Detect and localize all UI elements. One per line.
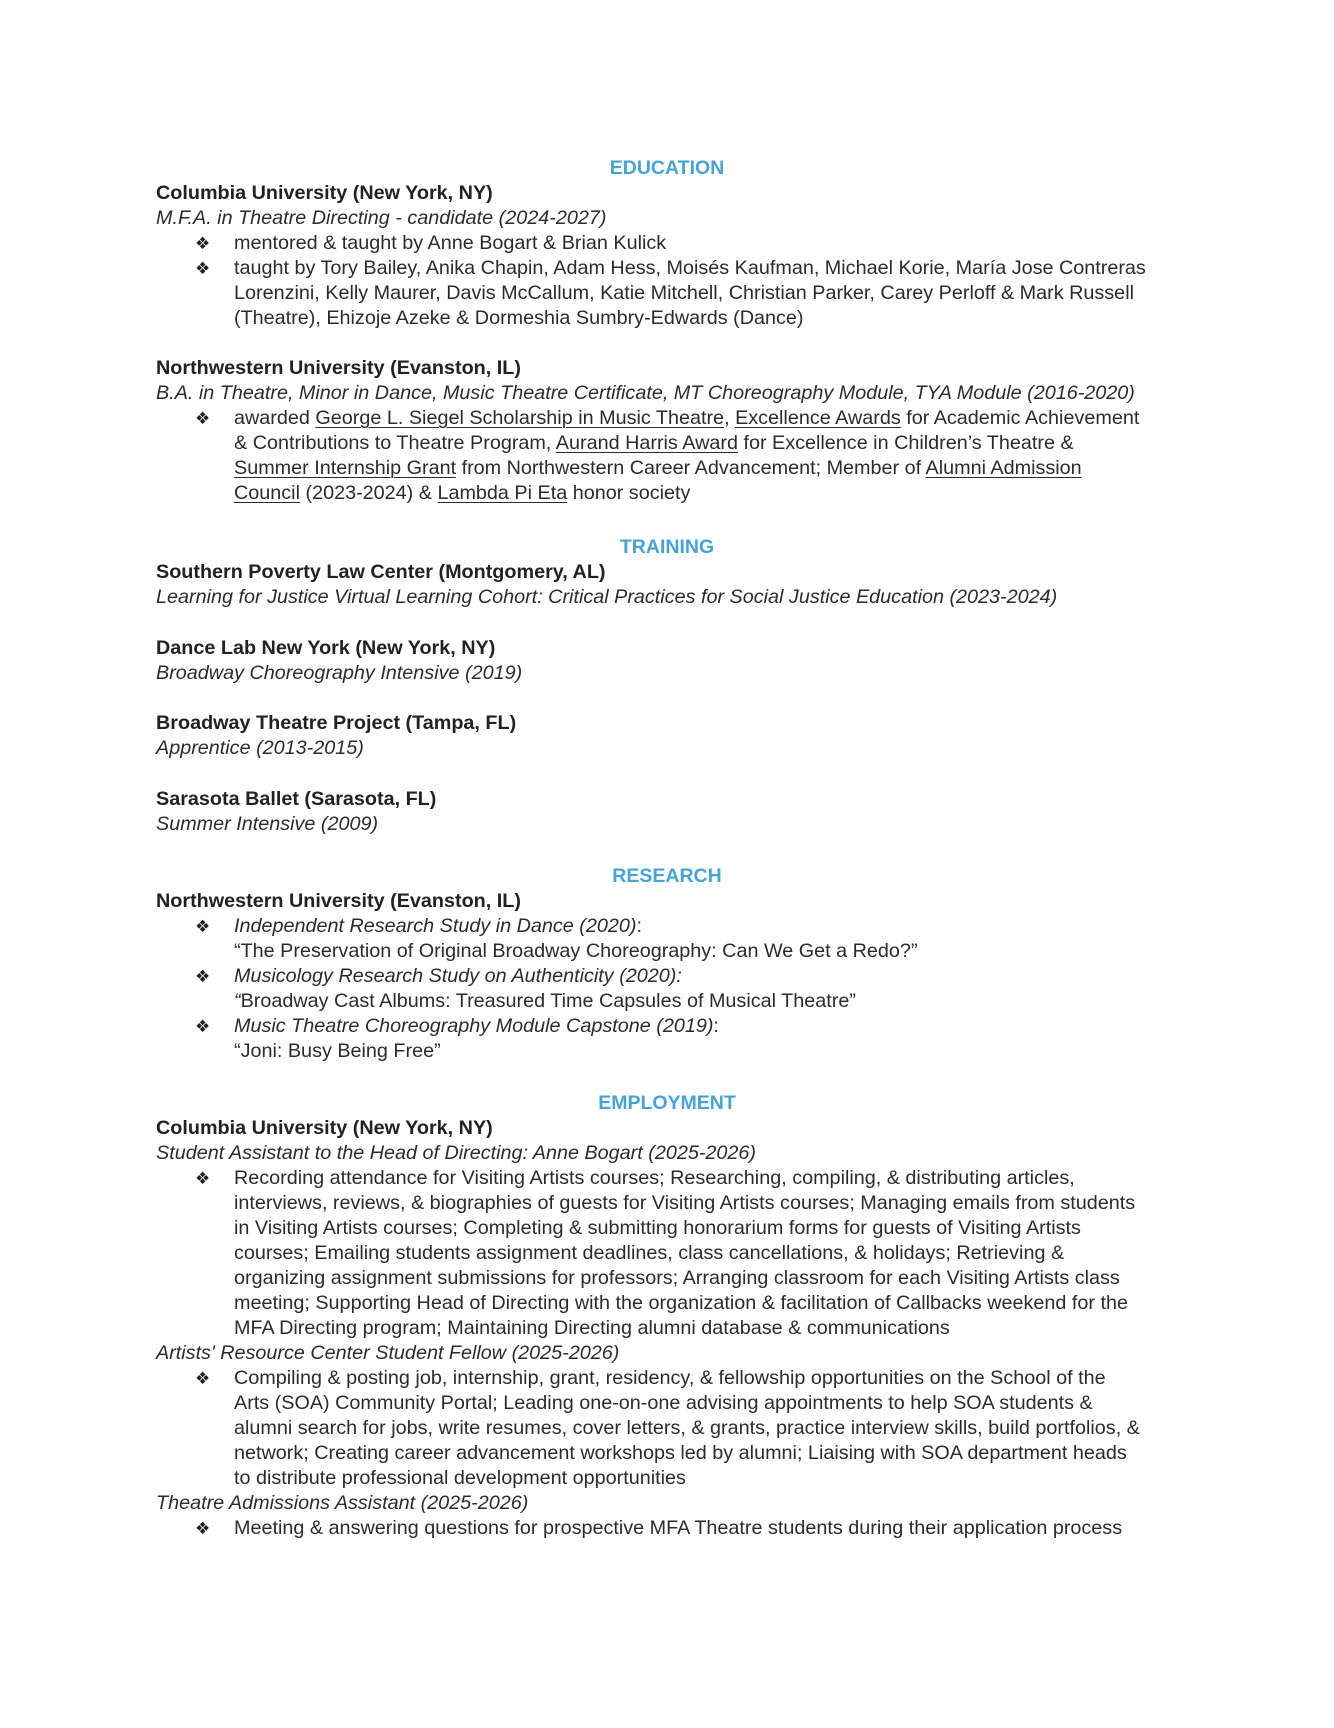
text: Broadway Cast Albums: Treasured Time Capsules of Musical Theatre” — [240, 990, 856, 1012]
research-title — [234, 964, 1254, 989]
text: honor society — [567, 482, 691, 504]
school-name: Northwestern University (Evanston, IL) — [156, 357, 521, 379]
bullet-icon: ❖ — [195, 409, 211, 428]
bullet-icon: ❖ — [195, 967, 211, 986]
role-duty-line: meeting; Supporting Head of Directing with the organization & facilitation of Callbacks weekend for the — [234, 1292, 1128, 1314]
role-duty-line: Compiling & posting job, internship, grant, residency, & fellowship opportunities on the School of the — [234, 1367, 1106, 1389]
text: for Excellence in Children’s Theatre & — [737, 432, 1074, 454]
training-org: Broadway Theatre Project (Tampa, FL) — [156, 712, 517, 734]
bullet-icon: ❖ — [195, 259, 211, 278]
role-duty-line: to distribute professional development opportunities — [234, 1467, 686, 1489]
text: (2023-2024) & — [299, 482, 438, 504]
bullet-text: (Theatre), Ehizoje Azeke & Dormeshia Sumbry-Edwards (Dance) — [234, 307, 804, 329]
text: “ — [234, 990, 241, 1012]
bullet-icon: ❖ — [195, 1169, 211, 1188]
text: : — [713, 1015, 719, 1037]
section-heading-employment: EMPLOYMENT — [598, 1092, 736, 1114]
bullet-text: mentored & taught by Anne Bogart & Brian Kulick — [234, 232, 667, 254]
text: Independent Research Study in Dance (2020) — [234, 915, 637, 937]
bullet-text: Lorenzini, Kelly Maurer, Davis McCallum, Katie Mitchell, Christian Parker, Carey Perloff & Mark Russell — [234, 282, 1134, 304]
training-detail: Summer Intensive (2009) — [156, 813, 379, 835]
role-title: Student Assistant to the Head of Directing: Anne Bogart (2025-2026) — [156, 1142, 757, 1164]
degree-title: B.A. in Theatre, Minor in Dance, Music Theatre Certificate, MT Choreography Module, TYA Module (2016-2020) — [156, 382, 1135, 404]
degree-title: M.F.A. in Theatre Directing - candidate (2024-2027) — [156, 207, 607, 229]
bullet-icon: ❖ — [195, 234, 211, 253]
training-org: Sarasota Ballet (Sarasota, FL) — [156, 788, 437, 810]
text: , — [724, 407, 736, 429]
school-name: Columbia University (New York, NY) — [156, 182, 493, 204]
text: : — [636, 915, 642, 937]
research-text — [234, 989, 1254, 1014]
role-duty-line: MFA Directing program; Maintaining Directing alumni database & communications — [234, 1317, 950, 1339]
text: for Academic Achievement — [900, 407, 1140, 429]
award-link[interactable]: Lambda Pi Eta — [437, 482, 568, 504]
section-heading-education: EDUCATION — [609, 157, 725, 179]
role-duty-line: interviews, reviews, & biographies of guests for Visiting Artists courses; Managing emails from students — [234, 1192, 1136, 1214]
award-link[interactable]: Excellence Awards — [735, 407, 901, 429]
research-title — [234, 1014, 1254, 1039]
training-detail: Broadway Choreography Intensive (2019) — [156, 662, 523, 684]
research-text: “The Preservation of Original Broadway Choreography: Can We Get a Redo?” — [234, 940, 918, 962]
role-duty-line: organizing assignment submissions for professors; Arranging classroom for each Visiting Artists class — [234, 1267, 1120, 1289]
training-detail: Learning for Justice Virtual Learning Cohort: Critical Practices for Social Justice Education (2023-2024) — [156, 586, 1058, 608]
role-title: Theatre Admissions Assistant (2025-2026) — [156, 1492, 529, 1514]
text: & Contributions to Theatre Program, — [234, 432, 556, 454]
awards-line — [234, 481, 1254, 506]
award-link[interactable]: Aurand Harris Award — [555, 432, 738, 454]
training-org: Southern Poverty Law Center (Montgomery, AL) — [156, 561, 606, 583]
role-duty-line: Meeting & answering questions for prospective MFA Theatre students during their application process — [234, 1517, 1123, 1539]
role-title: Artists' Resource Center Student Fellow (2025-2026) — [156, 1342, 620, 1364]
research-text: “Joni: Busy Being Free” — [234, 1040, 441, 1062]
bullet-text: taught by Tory Bailey, Anika Chapin, Adam Hess, Moisés Kaufman, Michael Korie, María Jose Contreras — [234, 257, 1146, 279]
research-title — [234, 914, 1254, 939]
section-heading-training: TRAINING — [619, 536, 715, 558]
research-institution: Northwestern University (Evanston, IL) — [156, 890, 521, 912]
bullet-icon: ❖ — [195, 917, 211, 936]
role-duty-line: alumni search for jobs, write resumes, cover letters, & grants, practice interview skills, build portfolios, & — [234, 1417, 1140, 1439]
role-duty-line: network; Creating career advancement workshops led by alumni; Liaising with SOA department heads — [234, 1442, 1127, 1464]
award-link[interactable]: Council — [234, 482, 300, 504]
award-link[interactable]: Alumni Admission — [925, 457, 1082, 479]
awards-line — [234, 431, 1254, 456]
text: awarded — [234, 407, 316, 429]
awards-line — [234, 456, 1254, 481]
role-duty-line: Arts (SOA) Community Portal; Leading one-on-one advising appointments to help SOA students & — [234, 1392, 1093, 1414]
section-heading-research: RESEARCH — [612, 865, 722, 887]
text: from Northwestern Career Advancement; Member of — [456, 457, 926, 479]
award-link[interactable]: George L. Siegel Scholarship in Music Theatre — [315, 407, 725, 429]
awards-line — [234, 406, 1254, 431]
employer-name: Columbia University (New York, NY) — [156, 1117, 493, 1139]
text: Music Theatre Choreography Module Capstone (2019) — [234, 1015, 714, 1037]
award-link[interactable]: Summer Internship Grant — [234, 457, 457, 479]
role-duty-line: in Visiting Artists courses; Completing & submitting honorarium forms for guests of Visiting Artists — [234, 1217, 1081, 1239]
role-duty-line: courses; Emailing students assignment deadlines, class cancellations, & holidays; Retrieving & — [234, 1242, 1065, 1264]
role-duty-line: Recording attendance for Visiting Artists courses; Researching, compiling, & distributing articles, — [234, 1167, 1075, 1189]
training-detail: Apprentice (2013-2015) — [156, 737, 364, 759]
bullet-icon: ❖ — [195, 1519, 211, 1538]
text: Musicology Research Study on Authenticity (2020): — [234, 965, 682, 987]
training-org: Dance Lab New York (New York, NY) — [156, 637, 496, 659]
bullet-icon: ❖ — [195, 1369, 211, 1388]
bullet-icon: ❖ — [195, 1017, 211, 1036]
